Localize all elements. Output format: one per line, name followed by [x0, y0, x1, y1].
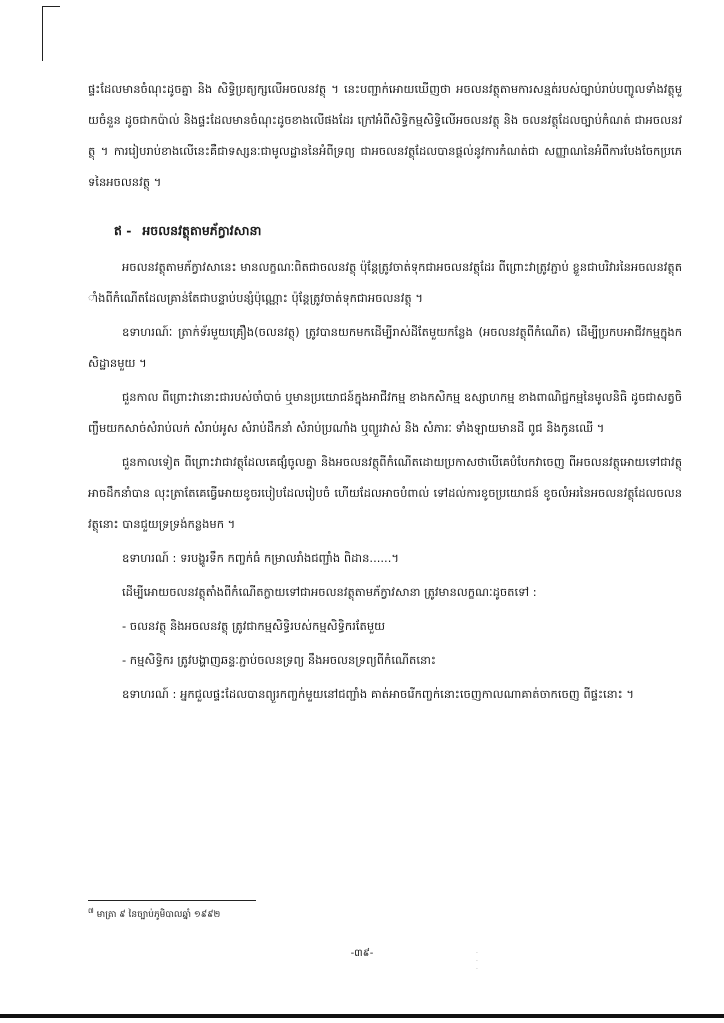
paragraph-7: ដើម្បីអោយចលនវត្ថុតាំងពីកំណើតក្លាយទៅជាអចលនវត្ថុតាមភ័ក្វាវសានា ត្រូវមានលក្ខណៈដូចតទៅ :	[122, 585, 537, 599]
paragraph-3: ឧទាហរណ៍ៈ ត្រាក់ទ័រមួយគ្រឿង(ចលនវត្ថុ) ត្រូវបានយកមកដើម្បីរាស់ដីតែមួយកន្លែង (អចលនវត្ថុពីកំណើត) ដើម្បីប្រកបអាជីវកម្មក្នុងកសិដ្ឋានមួយ ។	[88, 325, 682, 370]
paragraph-2: អចលនវត្ថុតាមភ័ក្វាវសានេះ មានលក្ខណៈពិតជាចលនវត្ថុ ប៉ុន្តែត្រូវចាត់ទុកជាអចលនវត្ថុដែរ ពីព្រោះវាត្រូវភ្ជាប់ ខ្លួនជាបរិវារនៃអចលនវត្ថុតាំងពីកំណើតដែលគ្រាន់តែជាបន្ទាប់បន្សំប៉ុណ្ណោះ ប៉ុន្តែត្រូវចាត់ទុកជាអចលនវត្ថុ ។	[88, 260, 682, 305]
section-title: អចលនវត្ថុតាមភ័ក្វាវសានា	[142, 223, 262, 238]
paragraph-5: ជួនកាលទៀត ពីព្រោះវាជាវត្ថុដែលគេផ្សំចូលគ្នា និងអចលនវត្ថុពីកំណើតដោយប្រកាសថាបើគេបំបែកវាចេញ ពីអចលនវត្ថុអោយទៅជាវត្ថុអាចដឹកនាំបាន លុះត្រាតែគេធ្វើអោយខូចរបៀបដែលរៀបចំ ហើយដែលអាចបំពាល់ ទៅដល់ការខូចប្រយោជន៍ ខូចលំអរនៃអចលនវត្ថុដែលចលនវត្ថុនោះ បានជួយទ្រទ្រង់កន្លងមក ។	[88, 455, 682, 531]
footnote-text: មាត្រា ៩ នៃច្បាប់ភូមិបាលឆ្នាំ ១៩៩២	[96, 910, 221, 920]
section-heading	[88, 216, 682, 246]
body-text	[88, 74, 682, 713]
footnote-divider	[88, 900, 256, 901]
paragraph-1: ផ្ទះដែលមានចំណុះដូចគ្នា និង សិទ្ធិប្រត្យក្សលើអចលនវត្ថុ ។ នេះបញ្ជាក់អោយឃើញថា អចលនវត្ថុតាមការសន្មត់របស់ច្បាប់រាប់បញ្ចូលទាំងវត្ថុមួយចំនួន ដូចជាកប៉ាល់ និងផ្ទះដែលមានចំណុះដូចខាងលើផងដែរ ក្រៅអំពីសិទ្ធិកម្មសិទ្ធិលើអចលនវត្ថុ និង ចលនវត្ថុដែលច្បាប់កំណត់ ជាអចលនវត្ថុ ។ ការរៀបរាប់ខាងលើនេះគឺជាទស្សនៈជាមូលដ្ឋាននៃអំពីទ្រព្យ ជាអចលនវត្ថុដែលបានផ្តល់នូវការកំណត់ជា សញ្ញាណនៃអំពីការបែងចែកប្រភេទនៃអចលនវត្ថុ ។	[88, 82, 682, 189]
corner-mark	[42, 6, 43, 61]
section-number: ឥ -	[114, 223, 132, 238]
scan-speck-icon: · · ·	[476, 950, 478, 973]
corner-mark-top	[42, 6, 60, 7]
footnote	[88, 908, 220, 922]
bottom-border	[0, 1014, 724, 1018]
page-number: -៣៩-	[350, 948, 374, 959]
list-item-1: - ចលនវត្ថុ និងអចលនវត្ថុ ត្រូវជាកម្មសិទ្ធិរបស់កម្មសិទ្ធិករតែមួយ	[122, 619, 386, 633]
paragraph-10: ឧទាហរណ៍ : អ្នកជួលផ្ទះដែលបានព្យួរកញ្ចក់មួយនៅជញ្ជាំង គាត់អាចរើកញ្ចក់នោះចេញកាលណាគាត់ចាកចេញ ពីផ្ទះនោះ ។	[122, 687, 634, 701]
paragraph-6: ឧទាហរណ៍ : ទរបង្ហូរទឹក កញ្ចក់ធំ កម្រាលរាំងជញ្ជាំង ពិដាន......។	[122, 551, 399, 565]
footnote-marker: ៧	[88, 907, 94, 915]
list-item-2: - កម្មសិទ្ធិករ ត្រូវបង្ហាញឆន្ទៈភ្ជាប់ចលនទ្រព្យ នឹងអចលនទ្រព្យពីកំណើតនោះ	[122, 653, 436, 667]
paragraph-4: ជួនកាល ពីព្រោះវានោះជារបស់ចាំបាច់ ឬមានប្រយោជន៍ក្នុងអាជីវកម្ម ខាងកសិកម្ម ឧស្សាហកម្ម ខាងពាណិជ្ជកម្មនៃមូលនិធិ ដូចជាសត្វចិញ្ចឹមយកសាច់សំរាប់លក់ សំរាប់អូស សំរាប់ដឹកនាំ សំរាប់ប្រណាំង ឬព្យួរវាស់ និង សំភារៈ ទាំងឡាយមានដី ពូជ និងកូនឈើ ។	[88, 390, 682, 435]
